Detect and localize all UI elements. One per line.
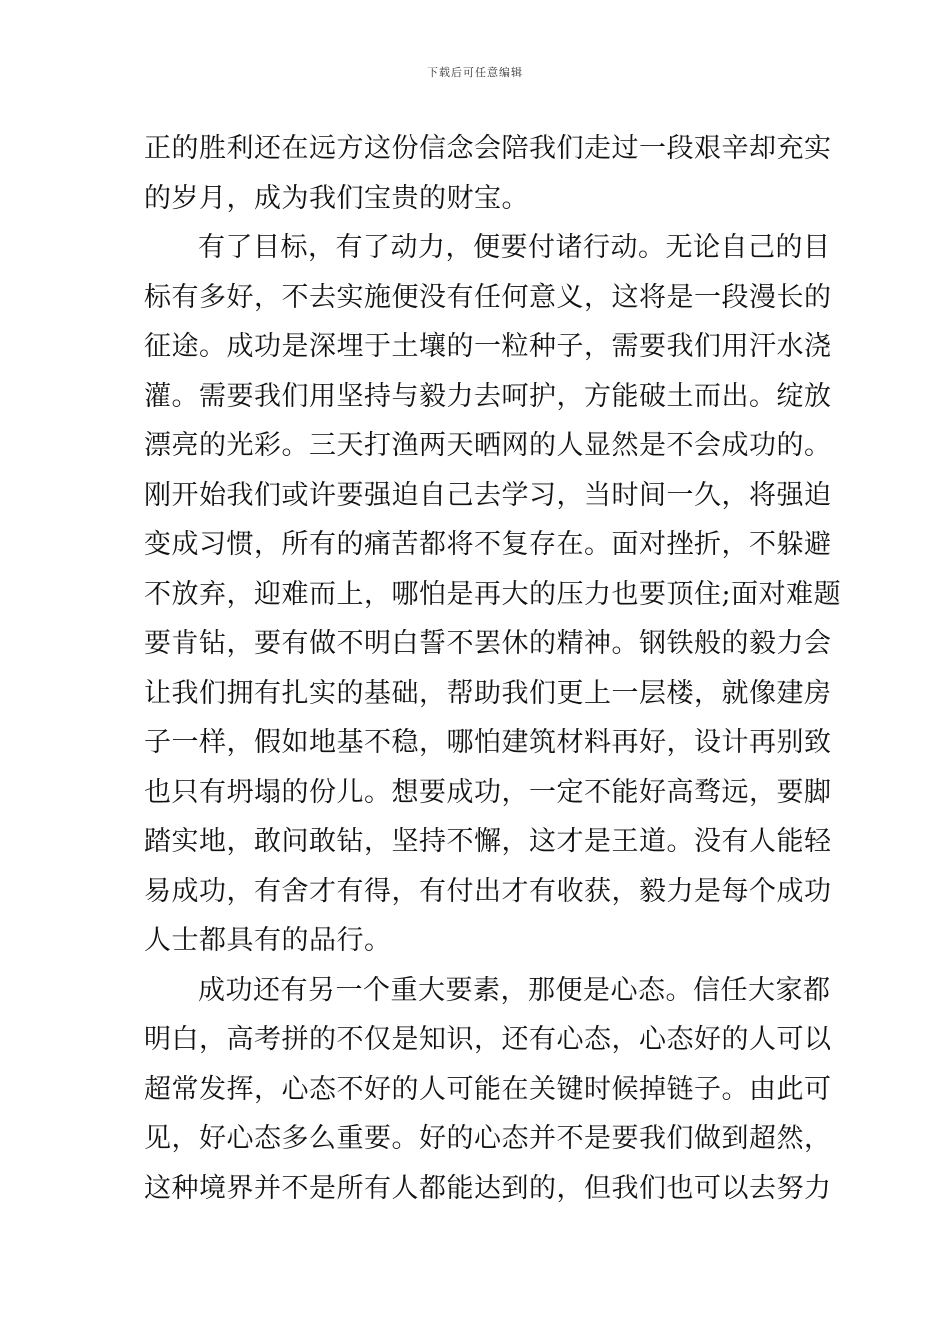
paragraph bbox=[144, 966, 832, 1214]
document-body bbox=[144, 124, 842, 1213]
text-line: 正的胜利还在远方这份信念会陪我们走过一段艰辛却充实 bbox=[144, 133, 832, 164]
text-line: 有了目标，有了动力，便要付诸行动。无论自己的目 bbox=[198, 232, 831, 263]
text-line: 踏实地，敢问敢钻，坚持不懈，这才是王道。没有人能轻 bbox=[144, 826, 832, 857]
page-header: 下载后可任意编辑 bbox=[427, 66, 523, 79]
text-line: 漂亮的光彩。三天打渔两天晒网的人显然是不会成功的。 bbox=[144, 430, 832, 461]
text-line: 征途。成功是深埋于土壤的一粒种子，需要我们用汗水浇 bbox=[144, 331, 832, 362]
text-line: 成功还有另一个重大要素，那便是心态。信任大家都 bbox=[198, 974, 831, 1006]
text-line: 刚开始我们或许要强迫自己去学习，当时间一久，将强迫 bbox=[144, 479, 832, 511]
paragraph bbox=[144, 223, 842, 966]
text-line: 不放弃，迎难而上，哪怕是再大的压力也要顶住;面对难题 bbox=[144, 578, 842, 610]
text-line: 变成习惯，所有的痛苦都将不复存在。面对挫折，不躲避 bbox=[144, 529, 832, 560]
text-line: 这种境界并不是所有人都能达到的，但我们也可以去努力 bbox=[144, 1172, 832, 1204]
text-line: 标有多好，不去实施便没有任何意义，这将是一段漫长的 bbox=[144, 281, 832, 313]
paragraph bbox=[144, 124, 832, 223]
text-line: 人士都具有的品行。 bbox=[144, 925, 392, 956]
text-line: 的岁月，成为我们宝贵的财宝。 bbox=[144, 182, 529, 214]
text-line: 让我们拥有扎实的基础，帮助我们更上一层楼，就像建房 bbox=[144, 677, 832, 709]
text-line: 易成功，有舍才有得，有付出才有收获，毅力是每个成功 bbox=[144, 875, 832, 907]
text-line: 灌。需要我们用坚持与毅力去呵护，方能破土而出。绽放 bbox=[144, 380, 832, 412]
text-line: 也只有坍塌的份儿。想要成功，一定不能好高骛远，要脚 bbox=[144, 776, 832, 808]
text-line: 超常发挥，心态不好的人可能在关键时候掉链子。由此可 bbox=[144, 1073, 832, 1105]
text-line: 明白，高考拼的不仅是知识，还有心态，心态好的人可以 bbox=[144, 1024, 832, 1055]
text-line: 要肯钻，要有做不明白誓不罢休的精神。钢铁般的毅力会 bbox=[144, 628, 832, 659]
text-line: 见，好心态多么重要。好的心态并不是要我们做到超然， bbox=[144, 1123, 832, 1154]
text-line: 子一样，假如地基不稳，哪怕建筑材料再好，设计再别致 bbox=[144, 727, 832, 758]
